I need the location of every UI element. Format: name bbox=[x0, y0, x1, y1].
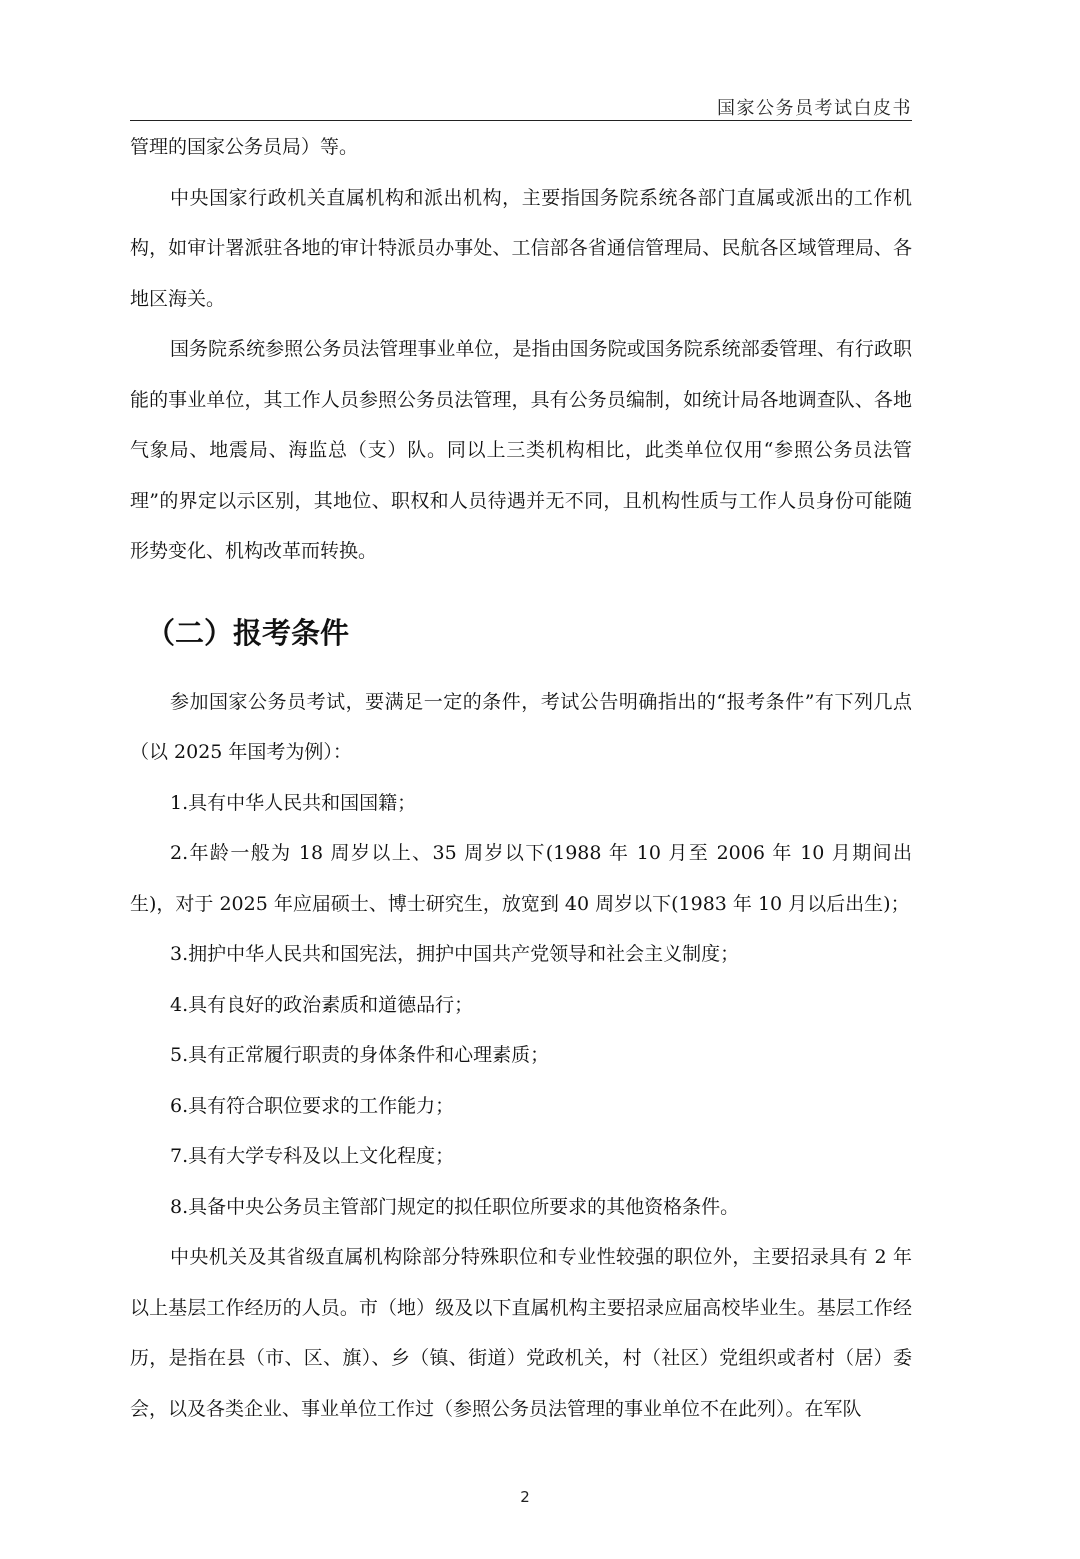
condition-item: 4.具有良好的政治素质和道德品行； bbox=[170, 993, 474, 1016]
document-body bbox=[130, 122, 912, 1434]
condition-item: 7.具有大学专科及以上文化程度； bbox=[170, 1145, 455, 1167]
paragraph-public-institutions: 国务院系统参照公务员法管理事业单位，是指由国务院或国务院系统部委管理、有行政职能的事业单位，其工作人员参照公务员法管理，具有公务员编制，如统计局各地调查队、各地气象局、地震局、海监总（支）队。同以上三类机构相比，此类单位仅用“参照公务员法管理”的界定以示区别，其地位、职权和人员待遇并无不同，且机构性质与工作人员身份可能随形势变化、机构改革而转换。 bbox=[130, 338, 912, 562]
condition-item: 2.年龄一般为 18 周岁以上、35 周岁以下(1988 年 10 月至 2006 年 10 月期间出生)，对于 2025 年应届硕士、博士研究生，放宽到 40 周岁以下(1983 年 10 月以后出生)； bbox=[130, 842, 912, 915]
paragraph-direct-agencies: 中央国家行政机关直属机构和派出机构，主要指国务院系统各部门直属或派出的工作机构，如审计署派驻各地的审计特派员办事处、工信部各省通信管理局、民航各区域管理局、各地区海关。 bbox=[130, 186, 912, 310]
section-heading: （二）报考条件 bbox=[146, 615, 350, 650]
page-number: 2 bbox=[520, 1488, 530, 1506]
header-title: 国家公务员考试白皮书 bbox=[717, 98, 912, 119]
condition-item: 6.具有符合职位要求的工作能力； bbox=[170, 1094, 455, 1117]
condition-item: 5.具有正常履行职责的身体条件和心理素质； bbox=[170, 1044, 550, 1066]
condition-item: 3.拥护中华人民共和国宪法，拥护中国共产党领导和社会主义制度； bbox=[170, 943, 740, 965]
conditions-list bbox=[130, 778, 912, 1233]
paragraph-continuation: 管理的国家公务员局）等。 bbox=[130, 136, 359, 158]
paragraph-grassroots-experience: 中央机关及其省级直属机构除部分特殊职位和专业性较强的职位外，主要招录具有 2 年以上基层工作经历的人员。市（地）级及以下直属机构主要招录应届高校毕业生。基层工作经历，是指在县（市、区、旗）、乡（镇、街道）党政机关，村（社区）党组织或者村（居）委会，以及各类企业、事业单位工作过（参照公务员法管理的事业单位不在此列）。在军队 bbox=[130, 1246, 912, 1420]
page-header bbox=[130, 94, 912, 121]
condition-item: 8.具备中央公务员主管部门规定的拟任职位所要求的其他资格条件。 bbox=[170, 1195, 740, 1218]
paragraph-conditions-intro: 参加国家公务员考试，要满足一定的条件，考试公告明确指出的“报考条件”有下列几点（以 2025 年国考为例）： bbox=[130, 690, 912, 763]
condition-item: 1.具有中华人民共和国国籍； bbox=[170, 791, 417, 814]
